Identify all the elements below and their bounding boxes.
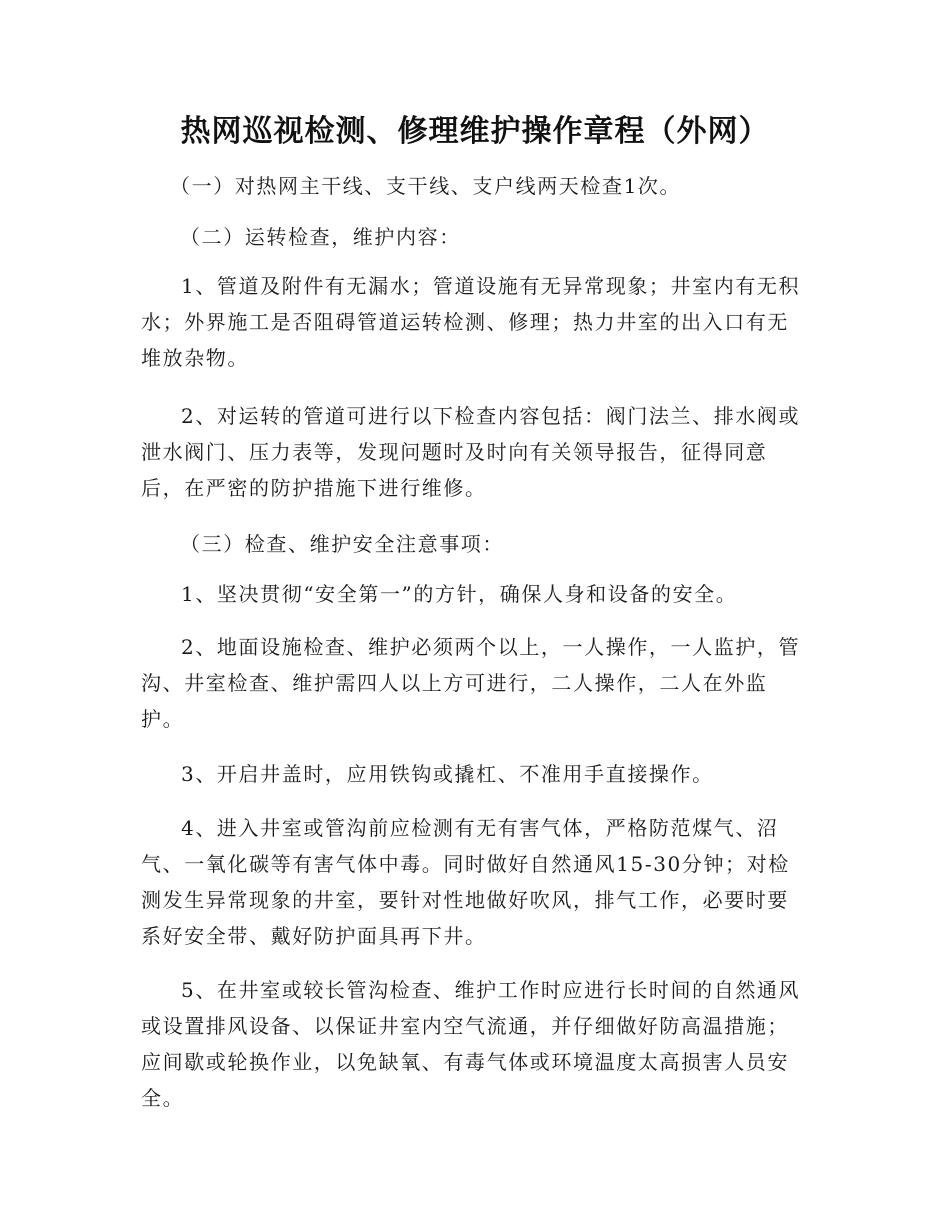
- paragraph-item-1: 1、管道及附件有无漏水；管道设施有无异常现象；井室内有无积水；外界施工是否阻碍管道运转检测、修理；热力井室的出入口有无堆放杂物。: [141, 274, 801, 370]
- paragraph-section-2-heading: （二）运转检查，维护内容：: [180, 225, 461, 249]
- document-title: 热网巡视检测、修理维护操作章程（外网）: [180, 114, 770, 149]
- paragraph-item-2: 2、对运转的管道可进行以下检查内容包括：阀门法兰、排水阀或泄水阀门、压力表等，发现问题时及时向有关领导报告，征得同意后，在严密的防护措施下进行维修。: [141, 404, 801, 500]
- paragraph-safety-2: 2、地面设施检查、维护必须两个以上，一人操作，一人监护，管沟、井室检查、维护需四人以上方可进行，二人操作，二人在外监护。: [141, 635, 801, 731]
- paragraph-safety-3: 3、开启井盖时，应用铁钩或撬杠、不准用手直接操作。: [181, 762, 714, 786]
- paragraph-section-3-heading: （三）检查、维护安全注意事项：: [180, 532, 504, 556]
- paragraph-safety-1: 1、坚决贯彻“安全第一”的方针，确保人身和设备的安全。: [181, 582, 738, 606]
- paragraph-safety-5: 5、在井室或较长管沟检查、维护工作时应进行长时间的自然通风或设置排风设备、以保证井室内空气流通，并仔细做好防高温措施；应间歇或轮换作业，以免缺氧、有毒气体或环境温度太高损害人员安全。: [141, 978, 801, 1110]
- paragraph-section-1: （一）对热网主干线、支干线、支户线两天检查1次。: [170, 174, 682, 198]
- paragraph-safety-4: 4、进入井室或管沟前应检测有无有害气体，严格防范煤气、沼气、一氧化碳等有害气体中毒。同时做好自然通风15-30分钟；对检测发生异常现象的井室，要针对性地做好吹风，排气工作，必要时要系好安全带、戴好防护面具再下井。: [141, 816, 790, 948]
